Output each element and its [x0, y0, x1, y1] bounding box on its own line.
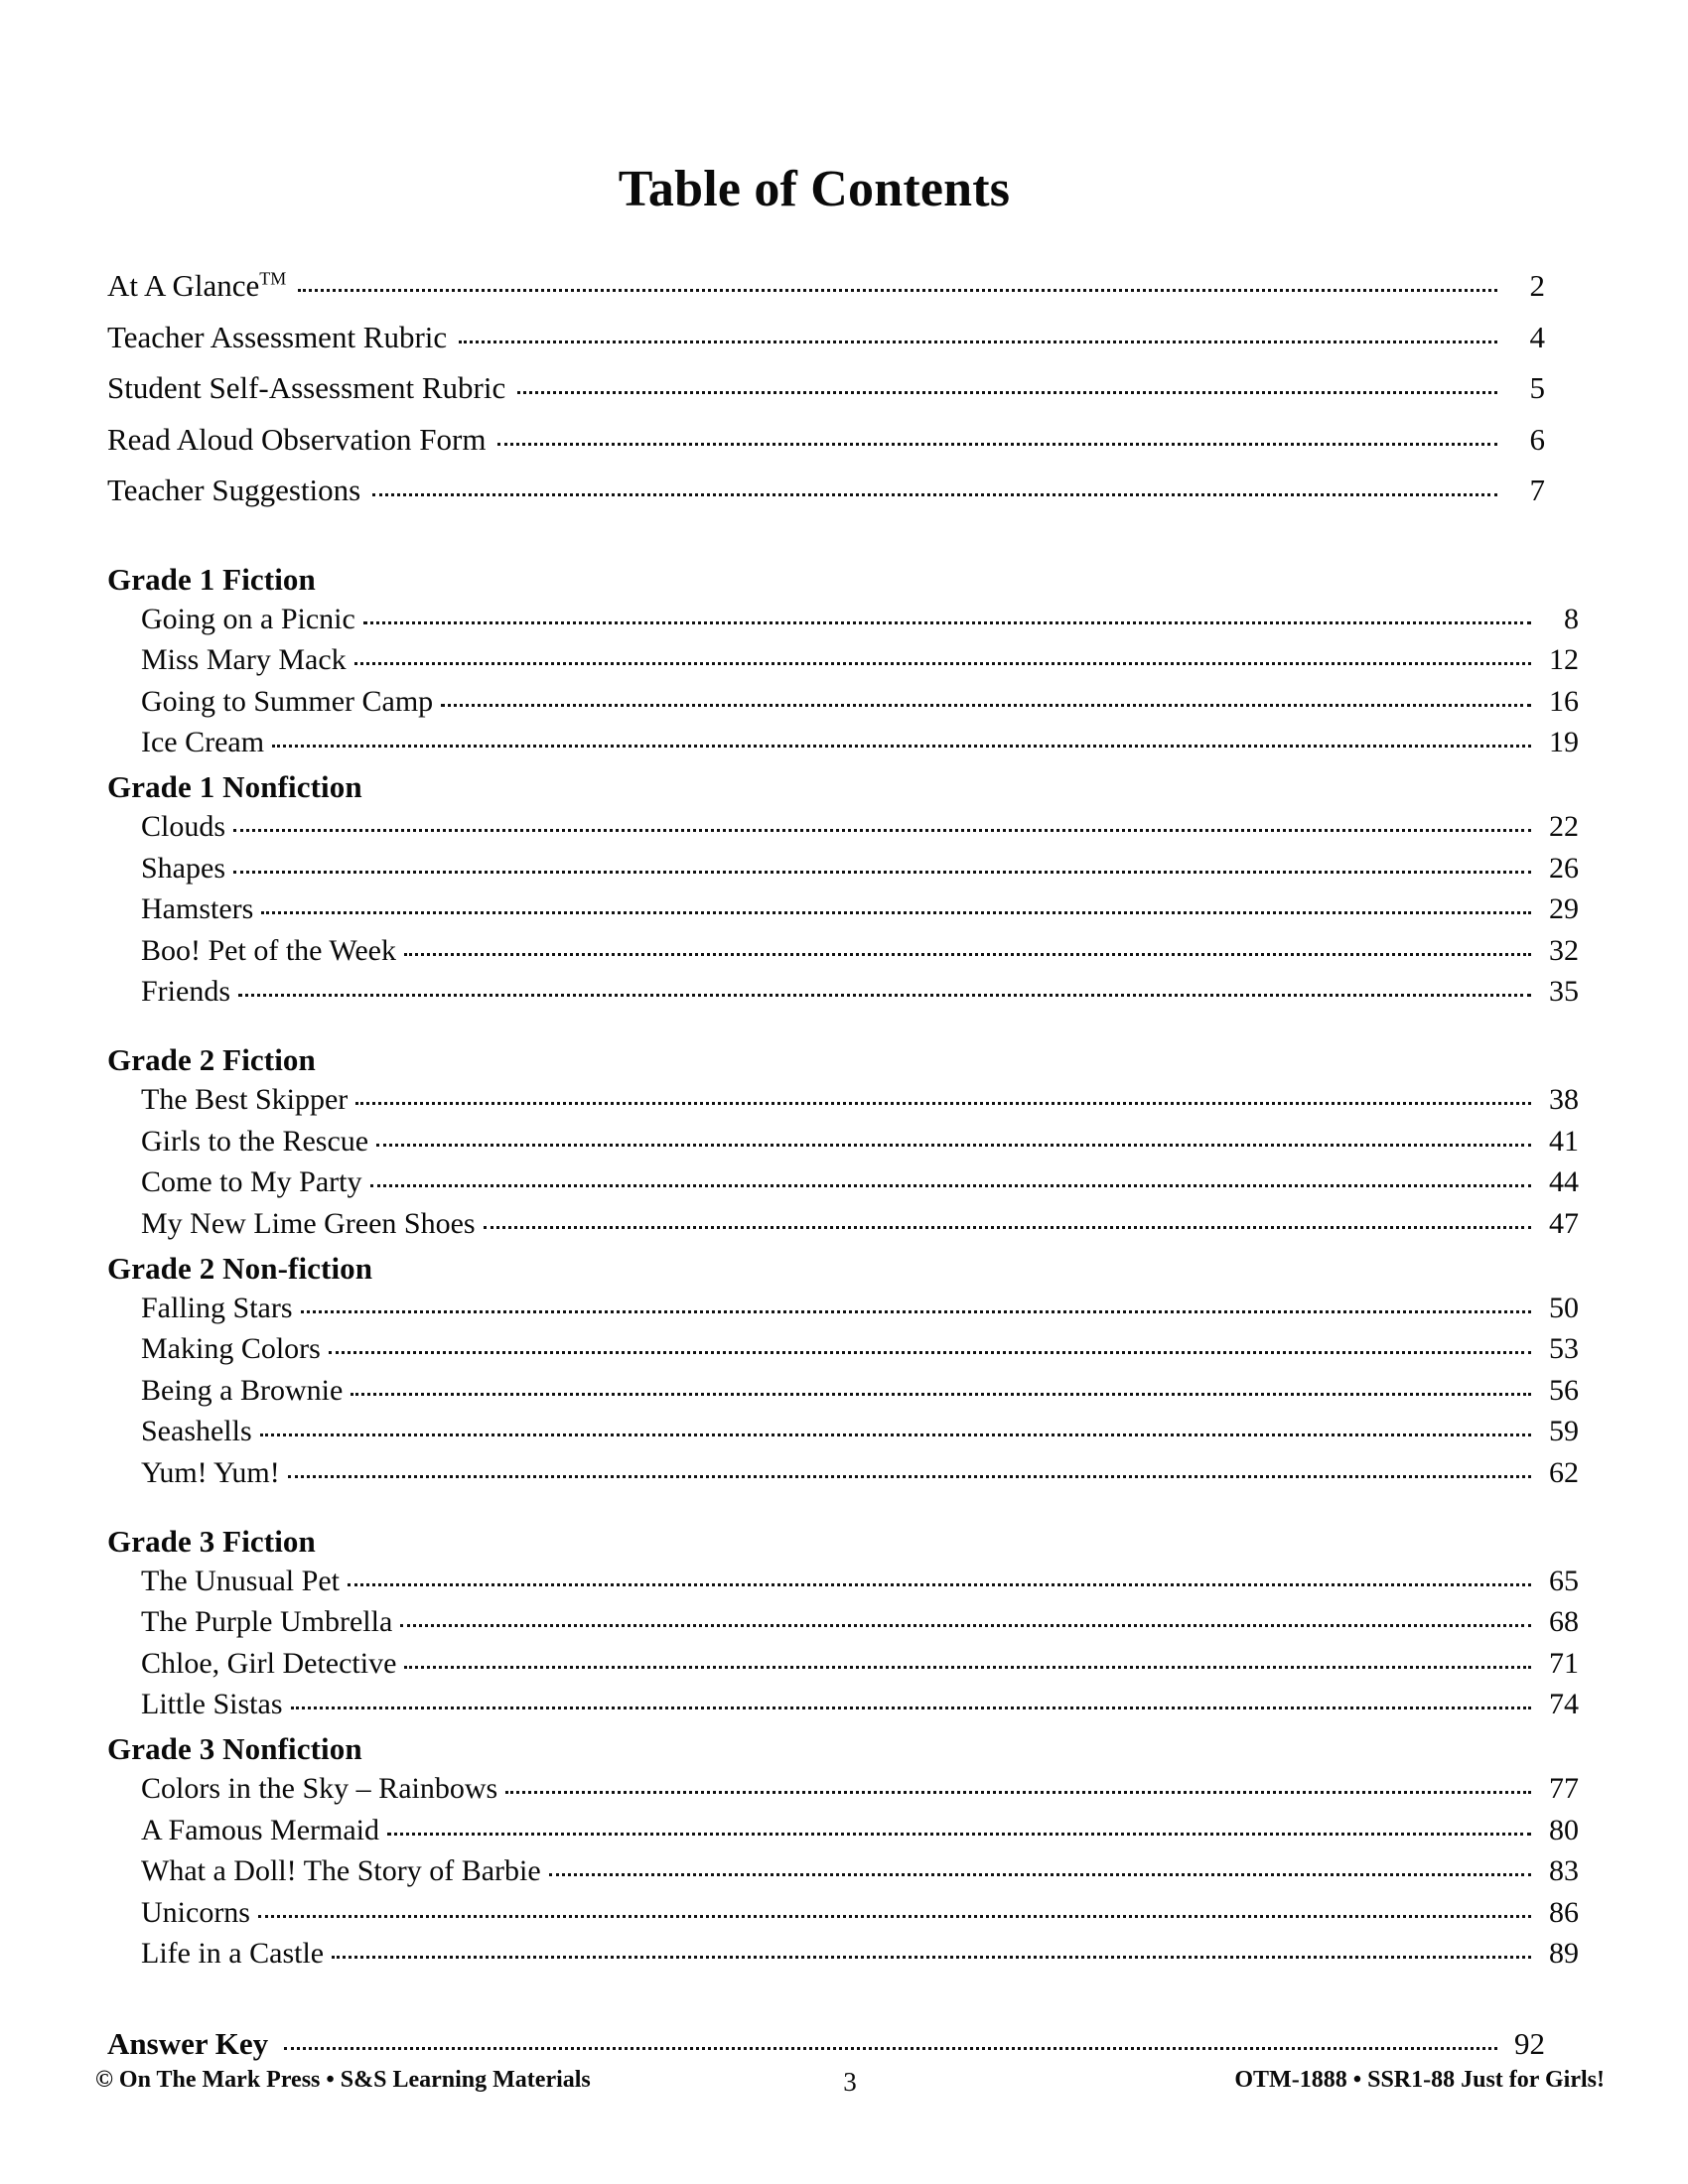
footer-copyright: © On The Mark Press • S&S Learning Materials: [95, 2067, 591, 2093]
toc-entry-page: 74: [1549, 1688, 1579, 1720]
toc-entry-page: 22: [1549, 810, 1579, 843]
toc-entry[interactable]: [107, 1646, 1579, 1680]
toc-entry-page: 2: [1529, 268, 1545, 303]
toc-entry-page: 4: [1529, 319, 1545, 354]
toc-entry-label: Clouds: [141, 810, 226, 843]
dot-leader: [261, 902, 1531, 918]
dot-leader: [351, 1384, 1531, 1400]
dot-leader: [355, 1093, 1531, 1109]
toc-entry[interactable]: [107, 1774, 1579, 1804]
grade-section: [107, 1042, 1579, 1240]
dot-leader: [404, 944, 1531, 960]
toc-entry-label: Teacher Assessment Rubric: [107, 319, 448, 354]
toc-entry[interactable]: [107, 684, 1579, 718]
toc-entry[interactable]: [107, 812, 1579, 842]
toc-entry-page: 35: [1549, 975, 1579, 1008]
toc-entry-page: 86: [1549, 1895, 1579, 1929]
footer-page-number: 3: [843, 2067, 857, 2097]
toc-entry[interactable]: [107, 475, 1545, 505]
dot-leader: [233, 862, 1531, 878]
toc-entry-label: Miss Mary Mack: [141, 643, 347, 676]
toc-entry-page: 71: [1549, 1646, 1579, 1680]
dot-leader: [298, 280, 1497, 296]
toc-entry-label: The Purple Umbrella: [141, 1605, 393, 1638]
toc-entry-label: Colors in the Sky – Rainbows: [141, 1772, 498, 1805]
toc-entry-label: A Famous Mermaid: [141, 1813, 379, 1846]
dot-leader: [332, 1947, 1531, 1963]
toc-entry[interactable]: [107, 372, 1545, 403]
dot-leader: [260, 1425, 1531, 1440]
spacer: [107, 2006, 1545, 2028]
dot-leader: [400, 1615, 1531, 1631]
section-heading: Grade 1 Nonfiction: [107, 769, 362, 804]
toc-entry[interactable]: [107, 1167, 1579, 1197]
spacer: [107, 1969, 1545, 2006]
section-entries: [107, 1564, 1579, 1720]
toc-entry-label: Unicorns: [141, 1895, 250, 1929]
toc-entry-label: The Best Skipper: [141, 1083, 349, 1116]
toc-entry-page: 44: [1549, 1165, 1579, 1198]
page-footer: [95, 2067, 1605, 2097]
toc-entry-label: Going on a Picnic: [141, 602, 355, 635]
toc-entry-label: Girls to the Rescue: [141, 1124, 369, 1158]
dot-leader: [258, 1906, 1531, 1922]
toc-entry-label: At A Glance™: [107, 268, 287, 303]
dot-leader: [497, 434, 1497, 450]
toc-entry-page: 62: [1549, 1455, 1579, 1489]
toc-entry-page: 47: [1549, 1206, 1579, 1240]
grade-section: [107, 1731, 1579, 1970]
toc-entry-page: 5: [1529, 370, 1545, 405]
spacer: [107, 526, 1545, 564]
toc-entry-label: Little Sistas: [141, 1688, 283, 1720]
toc-entry[interactable]: [107, 1291, 1579, 1324]
toc-entry-page: 80: [1549, 1813, 1579, 1846]
toc-entry-page: 68: [1549, 1605, 1579, 1638]
section-entries: [107, 1772, 1579, 1970]
toc-entry-label: Ice Cream: [141, 726, 265, 758]
toc-entry-page: 89: [1549, 1937, 1579, 1970]
grade-section: [107, 561, 1579, 758]
grade-section: [107, 1250, 1579, 1489]
dot-leader: [517, 382, 1497, 398]
dot-leader: [272, 736, 1531, 751]
toc-entry[interactable]: [107, 1690, 1579, 1719]
toc-entry-page: 41: [1549, 1124, 1579, 1158]
spacer: [107, 1488, 1545, 1526]
toc-entry-page: 8: [1564, 602, 1579, 635]
grade-section: [107, 769, 1579, 1008]
page-title: Table of Contents: [618, 161, 1011, 217]
toc-entry-label: The Unusual Pet: [141, 1564, 340, 1597]
dot-leader: [348, 1574, 1531, 1590]
toc-entry-page: 77: [1549, 1772, 1579, 1805]
dot-leader: [238, 985, 1531, 1001]
section-entries: [107, 602, 1579, 758]
toc-entry-page: 12: [1549, 643, 1579, 676]
toc-entry-page: 83: [1549, 1854, 1579, 1887]
toc-entry[interactable]: [107, 1373, 1579, 1407]
dot-leader: [233, 820, 1531, 836]
trademark-superscript: TM: [259, 268, 287, 289]
toc-entry-page: 29: [1549, 892, 1579, 925]
toc-entry-page: 65: [1549, 1564, 1579, 1597]
toc-entry[interactable]: [107, 1564, 1579, 1597]
toc-entry-page: 50: [1549, 1291, 1579, 1324]
toc-entry-page: 53: [1549, 1332, 1579, 1365]
dot-leader: [372, 484, 1497, 500]
dot-leader: [284, 2038, 1497, 2054]
toc-entry-label: Yum! Yum!: [141, 1455, 280, 1489]
dot-leader: [404, 1657, 1531, 1673]
toc-entry[interactable]: [107, 319, 1545, 354]
dot-leader: [354, 653, 1531, 669]
answer-key-label: Answer Key: [107, 2026, 269, 2061]
toc-entry-label: Chloe, Girl Detective: [141, 1646, 397, 1680]
toc-entry-label: Life in a Castle: [141, 1937, 325, 1970]
toc-entry-page: 38: [1549, 1083, 1579, 1116]
dot-leader: [441, 695, 1531, 711]
toc-entry-label: Going to Summer Camp: [141, 684, 434, 718]
toc-entry-label: Shapes: [141, 851, 225, 885]
dot-leader: [549, 1864, 1531, 1880]
toc-entry-label: Friends: [141, 975, 230, 1008]
section-entries: [107, 1291, 1579, 1489]
front-matter-list: [107, 270, 1545, 505]
toc-entry[interactable]: [107, 851, 1579, 885]
section-heading: Grade 3 Fiction: [107, 1523, 316, 1559]
dot-leader: [363, 613, 1531, 628]
toc-entry-label: What a Doll! The Story of Barbie: [141, 1854, 541, 1887]
toc-entry[interactable]: [107, 1895, 1579, 1929]
toc-entry-label: My New Lime Green Shoes: [141, 1206, 476, 1240]
grade-section: [107, 1523, 1579, 1720]
toc-entry-page: 6: [1529, 421, 1545, 457]
toc-entry[interactable]: [107, 1334, 1579, 1364]
dot-leader: [484, 1217, 1531, 1233]
section-heading: Grade 2 Non-fiction: [107, 1250, 373, 1286]
toc-entry-label: Hamsters: [141, 892, 254, 925]
toc-entry[interactable]: [107, 1085, 1579, 1115]
dot-leader: [505, 1782, 1531, 1798]
toc-entry-page: 19: [1549, 726, 1579, 758]
toc-entry-label: Being a Brownie: [141, 1373, 344, 1407]
dot-leader: [387, 1824, 1531, 1840]
toc-entry[interactable]: [107, 728, 1579, 757]
dot-leader: [291, 1698, 1532, 1713]
toc-entry[interactable]: [107, 1607, 1579, 1637]
toc-entry-page: 32: [1549, 933, 1579, 967]
toc-body: [107, 268, 1579, 2061]
toc-entry-page: 59: [1549, 1415, 1579, 1447]
toc-entry[interactable]: [107, 1813, 1579, 1846]
footer-product-code: OTM-1888 • SSR1-88 Just for Girls!: [1234, 2067, 1605, 2093]
toc-entry[interactable]: [107, 1939, 1579, 1969]
toc-entry[interactable]: [107, 602, 1579, 635]
toc-entry[interactable]: [107, 270, 1545, 301]
dot-leader: [288, 1466, 1531, 1482]
dot-leader: [301, 1301, 1531, 1317]
toc-entry-label: Student Self-Assessment Rubric: [107, 370, 506, 405]
toc-entry-page: 16: [1549, 684, 1579, 718]
section-entries: [107, 810, 1579, 1008]
toc-entry[interactable]: [107, 1856, 1579, 1886]
dot-leader: [376, 1135, 1531, 1151]
dot-leader: [370, 1175, 1532, 1191]
toc-entry[interactable]: [107, 1206, 1579, 1240]
toc-entry-label: Falling Stars: [141, 1291, 293, 1324]
spacer: [107, 1007, 1545, 1044]
toc-entry-label: Making Colors: [141, 1332, 321, 1365]
toc-entry[interactable]: [107, 1124, 1579, 1158]
toc-entry[interactable]: [107, 1455, 1579, 1489]
section-entries: [107, 1083, 1579, 1240]
toc-entry[interactable]: [107, 421, 1545, 457]
toc-entry[interactable]: [107, 933, 1579, 967]
section-heading: Grade 3 Nonfiction: [107, 1731, 362, 1766]
dot-leader: [329, 1342, 1531, 1358]
grade-sections: [107, 561, 1579, 2007]
toc-entry[interactable]: [107, 1417, 1579, 1446]
answer-key-page: 92: [1514, 2026, 1545, 2061]
toc-entry-label: Boo! Pet of the Week: [141, 933, 396, 967]
toc-entry-page: 26: [1549, 851, 1579, 885]
toc-entry-page: 56: [1549, 1373, 1579, 1407]
answer-key-row[interactable]: [107, 2028, 1545, 2059]
toc-entry[interactable]: [107, 645, 1579, 675]
toc-entry-label: Teacher Suggestions: [107, 473, 361, 507]
toc-entry-page: 7: [1529, 473, 1545, 507]
toc-entry[interactable]: [107, 977, 1579, 1007]
toc-entry-label: Read Aloud Observation Form: [107, 421, 487, 457]
toc-entry[interactable]: [107, 894, 1579, 924]
section-heading: Grade 1 Fiction: [107, 561, 316, 597]
toc-entry-label: Come to My Party: [141, 1165, 362, 1198]
section-heading: Grade 2 Fiction: [107, 1042, 316, 1077]
toc-entry-label: Seashells: [141, 1415, 252, 1447]
dot-leader: [459, 332, 1497, 347]
